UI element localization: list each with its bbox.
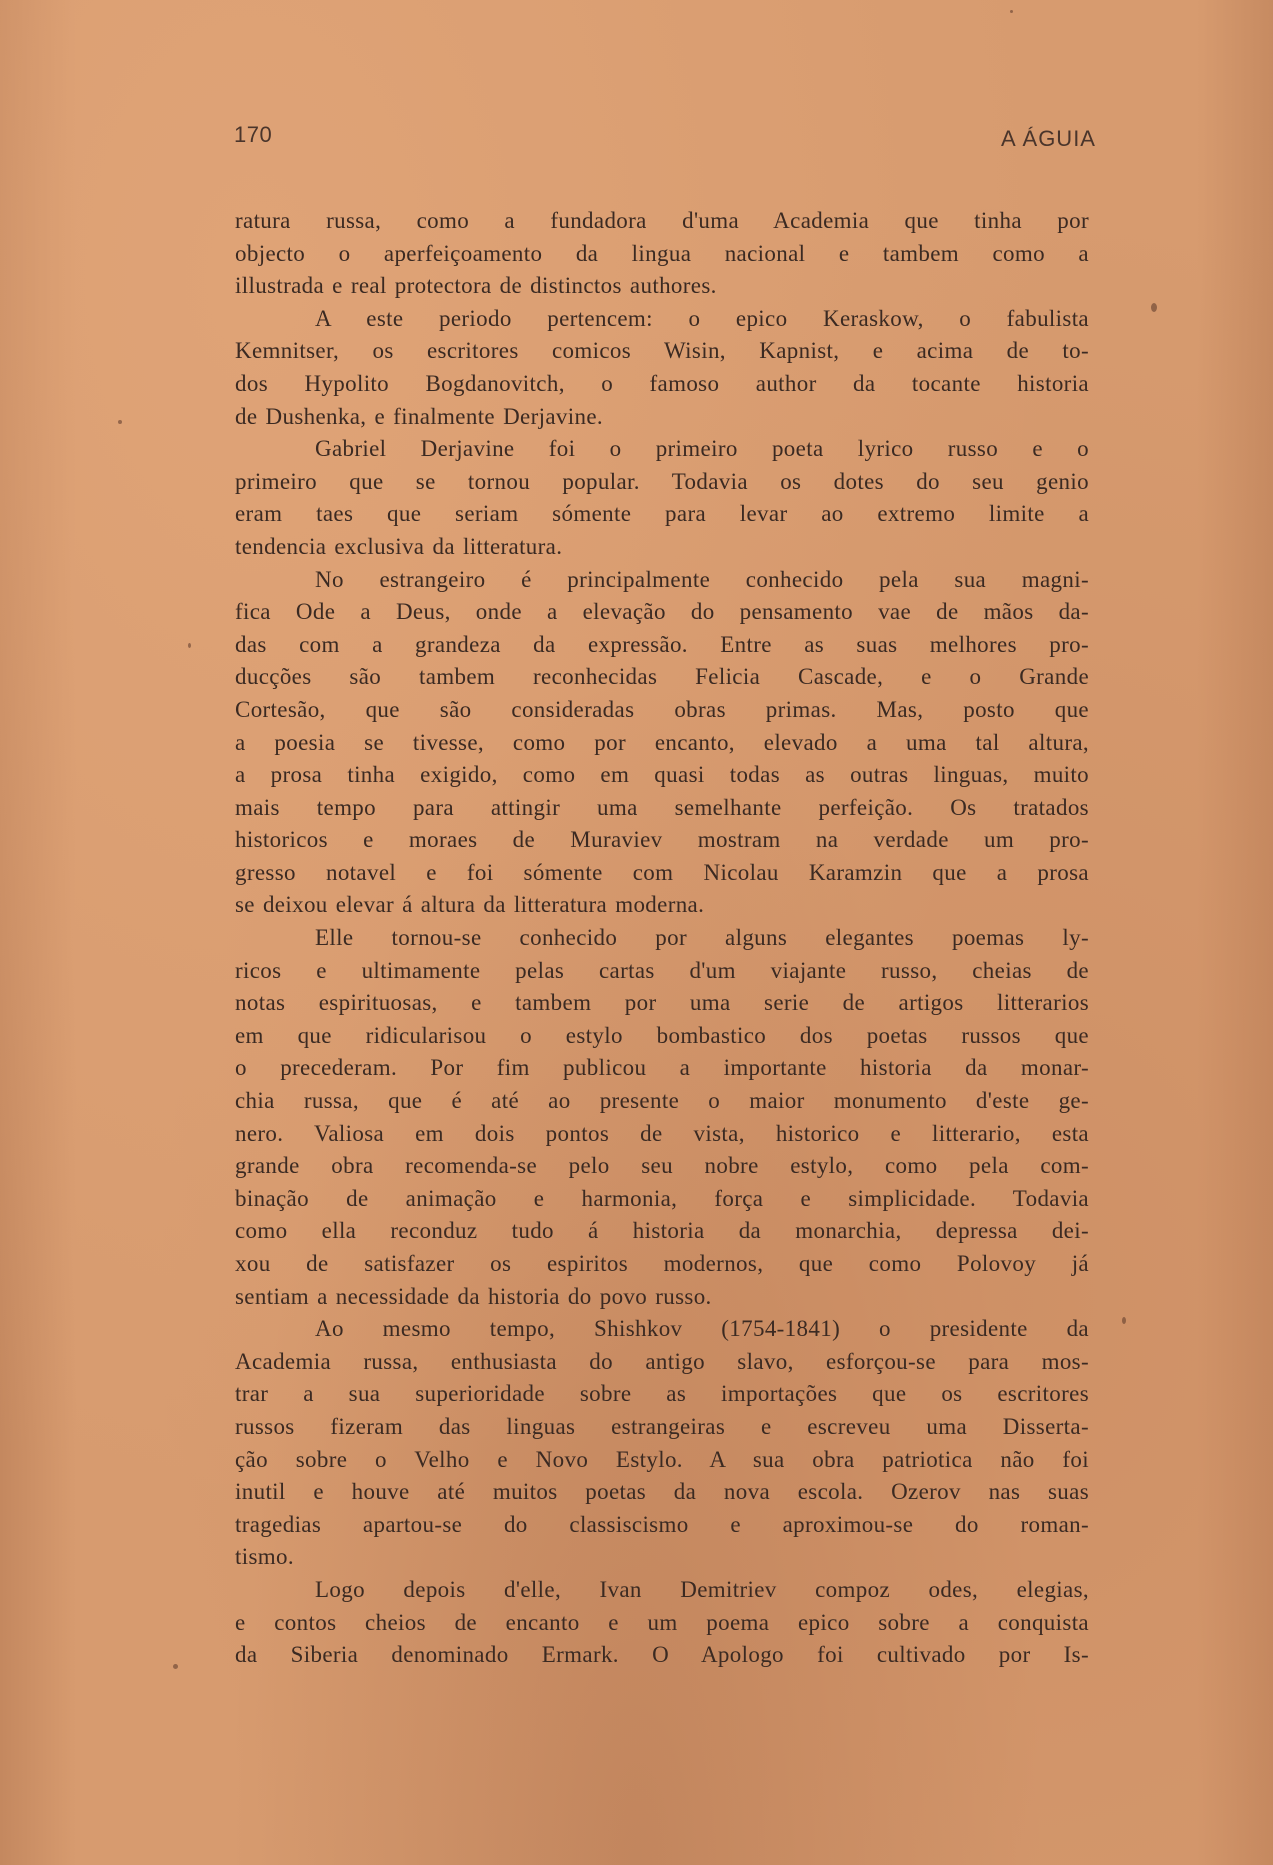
text-line: se deixou elevar á altura da litteratura moderna.	[235, 892, 705, 918]
text-line: a poesia se tivesse, como por encanto, elevado a uma tal altura,	[235, 729, 1089, 755]
text-line: como ella reconduz tudo á historia da monarchia, depressa dei-	[235, 1218, 1089, 1244]
paper-speck	[1122, 1317, 1126, 1324]
text-line: Academia russa, enthusiasta do antigo slavo, esforçou-se para mos-	[235, 1348, 1089, 1374]
text-line: Logo depois d'elle, Ivan Demitriev compoz odes, elegias,	[315, 1576, 1089, 1602]
paper-speck	[173, 1664, 178, 1669]
text-line: primeiro que se tornou popular. Todavia os dotes do seu genio	[235, 468, 1089, 494]
text-line: da Siberia denominado Ermark. O Apologo foi cultivado por Is-	[235, 1642, 1089, 1668]
paper-speck	[1010, 10, 1013, 13]
text-line: binação de animação e harmonia, força e simplicidade. Todavia	[235, 1185, 1089, 1211]
text-line: Gabriel Derjavine foi o primeiro poeta lyrico russo e o	[315, 436, 1089, 462]
paper-speck	[1151, 303, 1157, 312]
page-number: 170	[234, 122, 273, 147]
paper-speck	[188, 643, 191, 648]
text-line: trar a sua superioridade sobre as importações que os escritores	[235, 1381, 1089, 1407]
text-line: ratura russa, como a fundadora d'uma Academia que tinha por	[235, 208, 1089, 233]
text-line: xou de satisfazer os espiritos modernos, que como Polovoy já	[235, 1251, 1089, 1276]
text-line: tragedias apartou-se do classiscismo e aproximou-se do roman-	[235, 1511, 1089, 1537]
text-line: historicos e moraes de Muraviev mostram na verdade um pro-	[235, 827, 1089, 853]
text-line: em que ridicularisou o estylo bombastico dos poetas russos que	[235, 1022, 1089, 1048]
text-line: a prosa tinha exigido, como em quasi todas as outras linguas, muito	[235, 762, 1089, 788]
text-line: Ao mesmo tempo, Shishkov (1754-1841) o presidente da	[315, 1316, 1089, 1342]
text-line: inutil e houve até muitos poetas da nova escola. Ozerov nas suas	[235, 1479, 1089, 1505]
text-line: e contos cheios de encanto e um poema epico sobre a conquista	[235, 1609, 1089, 1635]
text-line: gresso notavel e foi sómente com Nicolau Karamzin que a prosa	[235, 859, 1089, 885]
body-text	[235, 205, 1089, 1672]
running-head	[234, 122, 1096, 152]
text-line: tismo.	[235, 1544, 294, 1570]
text-line: Kemnitser, os escritores comicos Wisin, Kapnist, e acima de to-	[235, 338, 1089, 364]
text-line: mais tempo para attingir uma semelhante perfeição. Os tratados	[235, 794, 1089, 820]
text-line: sentiam a necessidade da historia do povo russo.	[235, 1283, 712, 1309]
text-line: ção sobre o Velho e Novo Estylo. A sua obra patriotica não foi	[235, 1446, 1089, 1472]
text-line: o precederam. Por fim publicou a importante historia da monar-	[235, 1055, 1089, 1081]
text-line: russos fizeram das linguas estrangeiras e escreveu uma Disserta-	[235, 1413, 1089, 1439]
text-line: objecto o aperfeiçoamento da lingua nacional e tambem como a	[235, 240, 1089, 266]
text-line: chia russa, que é até ao presente o maior monumento d'este ge-	[235, 1088, 1089, 1114]
text-line: A este periodo pertencem: o epico Keraskow, o fabulista	[315, 305, 1089, 331]
text-line: notas espirituosas, e tambem por uma serie de artigos litterarios	[235, 990, 1089, 1016]
text-line: No estrangeiro é principalmente conhecido pela sua magni-	[315, 566, 1089, 592]
text-line: dos Hypolito Bogdanovitch, o famoso author da tocante historia	[235, 370, 1089, 396]
text-line: nero. Valiosa em dois pontos de vista, historico e litterario, esta	[235, 1120, 1089, 1146]
text-line: tendencia exclusiva da litteratura.	[235, 533, 563, 559]
text-line: das com a grandeza da expressão. Entre as suas melhores pro-	[235, 631, 1089, 657]
paper-speck	[118, 420, 122, 424]
text-line: Elle tornou-se conhecido por alguns elegantes poemas ly-	[315, 925, 1089, 951]
text-line: de Dushenka, e finalmente Derjavine.	[235, 403, 604, 429]
text-line: grande obra recomenda-se pelo seu nobre estylo, como pela com-	[235, 1153, 1089, 1179]
text-line: eram taes que seriam sómente para levar ao extremo limite a	[235, 501, 1089, 527]
text-line: Cortesão, que são consideradas obras primas. Mas, posto que	[235, 696, 1089, 722]
text-line: illustrada e real protectora de distinctos authores.	[235, 273, 717, 299]
journal-title: A ÁGUIA	[1000, 126, 1096, 151]
text-line: ducções são tambem reconhecidas Felicia Cascade, e o Grande	[235, 664, 1089, 690]
text-line: ricos e ultimamente pelas cartas d'um viajante russo, cheias de	[235, 957, 1089, 983]
text-line: fica Ode a Deus, onde a elevação do pensamento vae de mãos da-	[235, 599, 1089, 625]
